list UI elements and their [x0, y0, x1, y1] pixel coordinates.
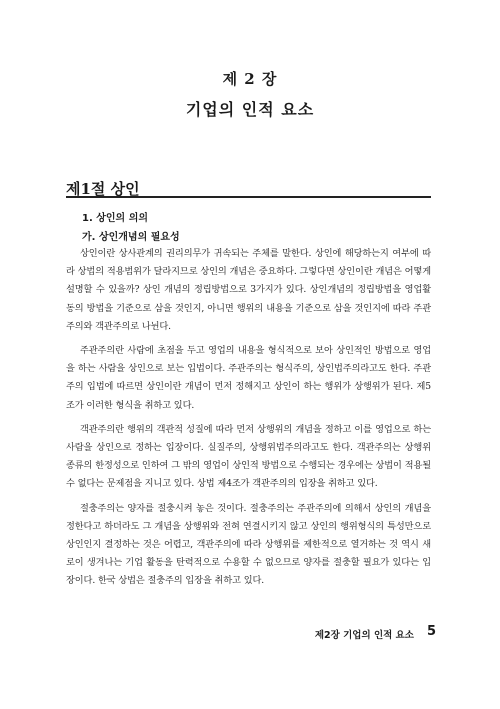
section-divider [66, 196, 431, 198]
paragraph: 주관주의란 사람에 초점을 두고 영업의 내용을 형식적으로 보아 상인적인 방법으로 영업을 하는 사람을 상인으로 보는 입법이다. 주관주의는 형식주의, 상인법주의라고도 한다. 주관주의 입법에 따르면 상인이란 개념이 먼저 정해지고 상인이 하는 행위가 상행위가 된다. 제5조가 이러한 형식을 취하고 있다. [66, 345, 431, 411]
paragraph: 객관주의란 행위의 객관적 성질에 따라 먼저 상행위의 개념을 정하고 이를 영업으로 하는 사람을 상인으로 정하는 입장이다. 실질주의, 상행위법주의라고도 한다. 객관주의는 상행위 종류의 한정성으로 인하여 그 밖의 영업이 상인적 방법으로 수행되는 경우에는 상법이 적용될 수 없다는 문제점을 지니고 있다. 상법 제4조가 객관주의의 입장을 취하고 있다. [66, 423, 431, 490]
page-number: 5 [426, 624, 436, 639]
chapter-title: 기업의 인적 요소 [185, 100, 315, 119]
section-heading: 제1절 상인 [66, 180, 140, 198]
running-title: 제2장 기업의 인적 요소 [314, 630, 414, 641]
subsubsection-heading: 가. 상인개념의 필요성 [82, 232, 180, 243]
paragraph: 절충주의는 양자를 절충시켜 놓은 것이다. 절충주의는 주관주의에 의해서 상인의 개념을 정한다고 하더라도 그 개념을 상행위와 전혀 연결시키지 않고 상인의 행위형식의 특성만으로 상인인지 결정하는 것은 어렵고, 객관주의에 따라 상행위를 제한적으로 열거하는 것 역시 새로이 생겨나는 기업 활동을 탄력적으로 수용할 수 없으므로 양자를 절충할 필요가 있다는 입장이다. 한국 상법은 절충주의 입장을 취하고 있다. [66, 502, 431, 587]
subsection-heading: 1. 상인의 의의 [82, 213, 149, 224]
body-text [66, 245, 431, 597]
paragraph: 상인이란 상사관계의 권리의무가 귀속되는 주체를 말한다. 상인에 해당하는지 여부에 따라 상법의 적용범위가 달라지므로 상인의 개념은 중요하다. 그렇다면 상인이란 개념은 어떻게 설명할 수 있을까? 상인 개념의 정립방법으로 3가지가 있다. 상인개념의 정립방법을 영업활동의 방법을 기준으로 삼을 것인지, 아니면 행위의 내용을 기준으로 삼을 것인지에 따라 주관주의와 객관주의로 나뉜다. [66, 248, 431, 332]
chapter-number: 제 2 장 [222, 70, 278, 88]
